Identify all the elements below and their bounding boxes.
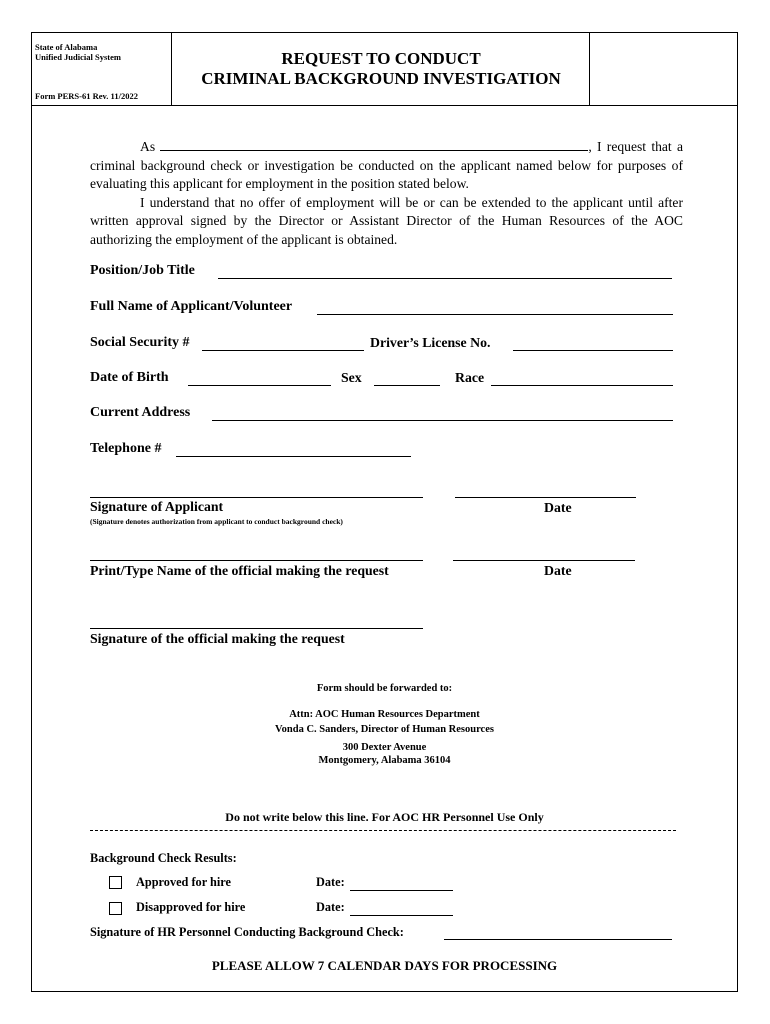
dob-field[interactable] bbox=[188, 385, 331, 386]
full-name-label: Full Name of Applicant/Volunteer bbox=[90, 299, 293, 314]
forward-line-2: Vonda C. Sanders, Director of Human Resources bbox=[275, 724, 494, 735]
applicant-date-label: Date bbox=[544, 500, 572, 515]
sex-field[interactable] bbox=[374, 385, 440, 386]
approved-label: Approved for hire bbox=[136, 875, 231, 889]
understand-text: I understand that no offer of employment will be or can be extended to the applicant until after written approval signed by the Director or Assistant Director of the Human Resources of the AOC authorizing the employment of the applicant is obtained. bbox=[90, 194, 683, 247]
disapproved-label: Disapproved for hire bbox=[136, 900, 246, 914]
telephone-label: Telephone # bbox=[90, 441, 162, 456]
hr-signature-field[interactable] bbox=[444, 939, 672, 940]
request-text: , I request that a criminal background check or investigation be conducted on the applicant named below for purposes of evaluating this applicant for employment in the position stated below. bbox=[90, 139, 683, 191]
hr-signature-label: Signature of HR Personnel Conducting Background Check: bbox=[90, 925, 404, 939]
processing-notice: PLEASE ALLOW 7 CALENDAR DAYS FOR PROCESSING bbox=[211, 958, 558, 973]
forward-heading: Form should be forwarded to: bbox=[316, 683, 453, 694]
cut-line bbox=[90, 830, 676, 831]
form-title-line-1: REQUEST TO CONDUCT bbox=[281, 49, 481, 68]
race-label: Race bbox=[455, 370, 485, 385]
official-date-field[interactable] bbox=[453, 560, 635, 561]
applicant-signature-field[interactable] bbox=[90, 497, 423, 498]
drivers-license-label: Driver’s License No. bbox=[370, 335, 491, 350]
official-date-label: Date bbox=[544, 563, 572, 578]
dob-label: Date of Birth bbox=[90, 370, 169, 385]
disapproved-date-label: Date: bbox=[316, 900, 345, 914]
office-use-notice: Do not write below this line. For AOC HR Personnel Use Only bbox=[225, 810, 544, 824]
header-bottom-rule bbox=[32, 105, 737, 106]
applicant-signature-label: Signature of Applicant bbox=[90, 499, 224, 514]
approved-checkbox[interactable] bbox=[109, 876, 122, 889]
forward-line-3: 300 Dexter Avenue bbox=[342, 742, 427, 753]
address-label: Current Address bbox=[90, 405, 191, 420]
address-field[interactable] bbox=[212, 420, 673, 421]
telephone-field[interactable] bbox=[176, 456, 411, 457]
approved-date-label: Date: bbox=[316, 875, 345, 889]
official-signature-label: Signature of the official making the request bbox=[90, 631, 345, 646]
org-line-1: State of Alabama bbox=[35, 42, 98, 52]
disapproved-checkbox[interactable] bbox=[109, 902, 122, 915]
form-frame bbox=[31, 32, 738, 992]
official-name-field[interactable] bbox=[90, 560, 423, 561]
as-label: As bbox=[140, 139, 156, 154]
ssn-field[interactable] bbox=[202, 350, 364, 351]
applicant-signature-note: (Signature denotes authorization from applicant to conduct background check) bbox=[90, 517, 343, 526]
forward-line-4: Montgomery, Alabama 36104 bbox=[318, 755, 451, 766]
position-field[interactable] bbox=[218, 278, 672, 279]
disapproved-date-field[interactable] bbox=[350, 915, 453, 916]
race-field[interactable] bbox=[491, 385, 673, 386]
official-signature-field[interactable] bbox=[90, 628, 423, 629]
drivers-license-field[interactable] bbox=[513, 350, 673, 351]
forward-line-1: Attn: AOC Human Resources Department bbox=[289, 709, 480, 720]
full-name-field[interactable] bbox=[317, 314, 673, 315]
form-id: Form PERS-61 Rev. 11/2022 bbox=[35, 91, 138, 101]
results-label: Background Check Results: bbox=[90, 851, 237, 865]
approved-date-field[interactable] bbox=[350, 890, 453, 891]
intro-paragraph bbox=[90, 138, 683, 249]
official-name-label: Print/Type Name of the official making the request bbox=[90, 563, 389, 578]
applicant-date-field[interactable] bbox=[455, 497, 636, 498]
position-label: Position/Job Title bbox=[90, 263, 195, 278]
requester-name-field[interactable] bbox=[160, 150, 588, 151]
ssn-label: Social Security # bbox=[90, 335, 190, 350]
sex-label: Sex bbox=[341, 370, 362, 385]
form-title-line-2: CRIMINAL BACKGROUND INVESTIGATION bbox=[201, 69, 561, 88]
org-line-2: Unified Judicial System bbox=[35, 52, 121, 62]
